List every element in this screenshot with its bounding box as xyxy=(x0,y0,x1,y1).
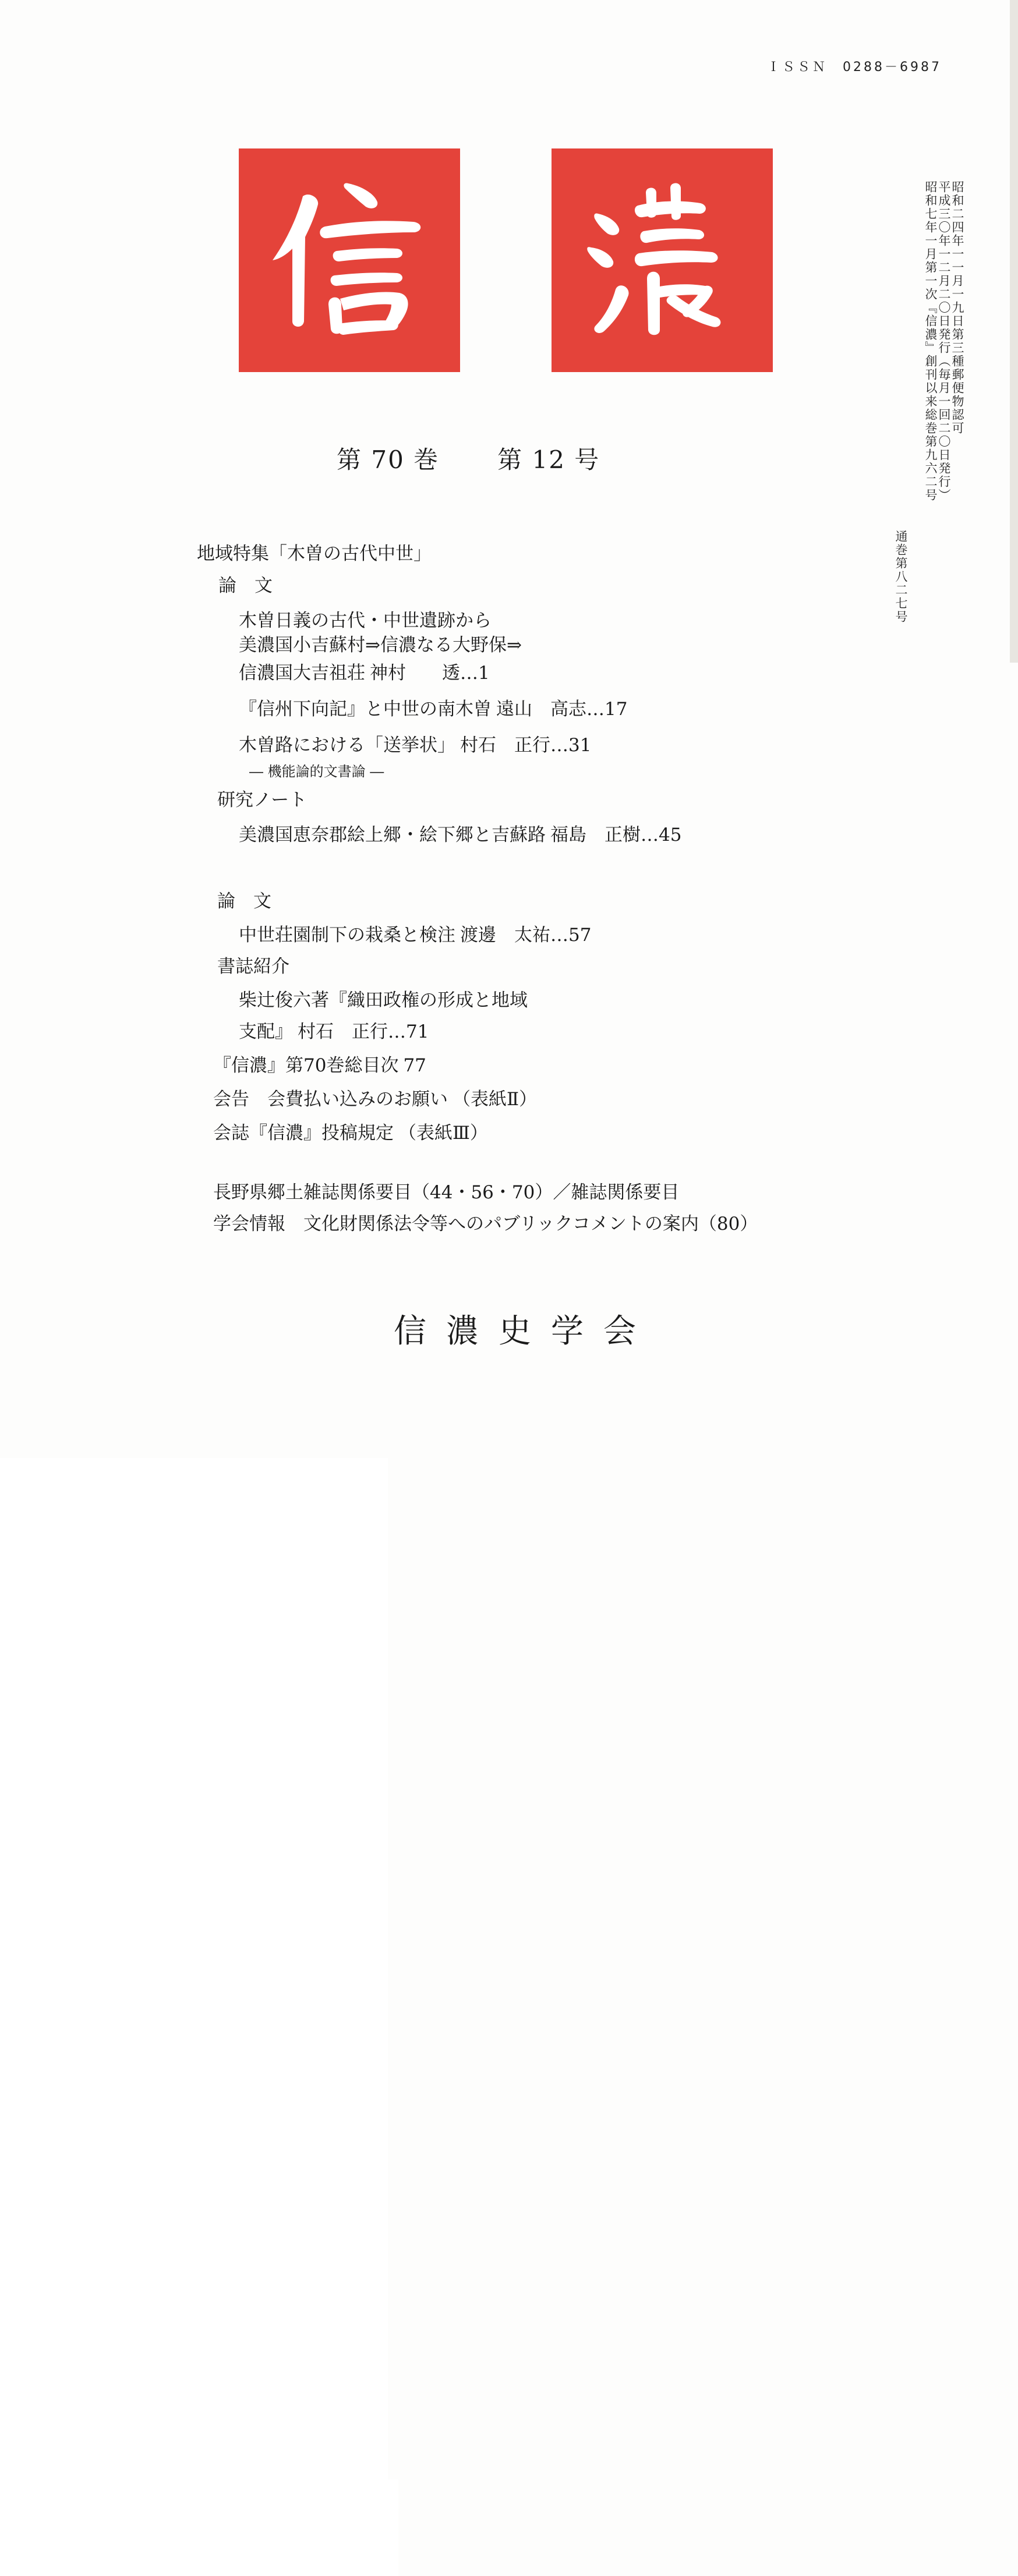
title-logo-shin xyxy=(239,148,460,372)
entry-author: 渡邊 太祐 xyxy=(460,925,550,946)
vertical-note-serial: 通巻第八二七号 xyxy=(894,530,908,624)
entry-title: 会誌『信濃』投稿規定 xyxy=(213,1123,394,1144)
section-heading-ronbun-2: 論 文 xyxy=(217,891,271,912)
volume-label: 第 70 巻 xyxy=(337,445,440,474)
misc-item-magazine-index: 長野県郷土雑誌関係要目（44・56・70）／雑誌関係要目 xyxy=(213,1182,680,1203)
entry-title: 木曽路における「送挙状」 xyxy=(239,735,455,756)
volume-number xyxy=(337,441,600,476)
entry-page: … 31 xyxy=(550,735,1018,2193)
article1-title-line1: 木曽日義の古代・中世遺跡から xyxy=(239,610,492,631)
entry-title: 『信濃』第70巻総目次 xyxy=(213,1055,399,1076)
vertical-note-issue-date: 平成三〇年一二月二〇日発行（毎月一回二〇日発行） xyxy=(937,181,951,502)
entry-title: 中世荘園制下の栽桑と検注 xyxy=(239,925,455,946)
article1-title-line2: 美濃国小吉蘇村⇒信濃なる大野保⇒ xyxy=(239,635,522,656)
entry-author: 村石 正行 xyxy=(298,1021,388,1042)
shin-glyph-icon xyxy=(262,173,437,348)
no-glyph-icon xyxy=(575,173,750,348)
entry-page: … 1 xyxy=(460,663,1018,2121)
section-heading-review: 書誌紹介 xyxy=(217,956,289,977)
issue-label: 第 12 号 xyxy=(497,445,600,474)
feature-title: 地域特集「木曽の古代中世」 xyxy=(197,543,432,564)
entry-title: 『信州下向記』と中世の南木曽 xyxy=(239,699,492,720)
vertical-note-founding: 昭和七年一月第一次『信濃』創刊以来総巻第九六二号 xyxy=(924,181,938,502)
entry-page: （表紙Ⅲ） xyxy=(398,1118,1018,2576)
title-logo-no xyxy=(552,148,773,372)
misc-item-society-info: 学会情報 文化財関係法令等へのパブリックコメントの案内（80） xyxy=(213,1213,758,1234)
publisher-name: 信濃史学会 xyxy=(394,1312,656,1350)
entry-page: （表紙Ⅱ） xyxy=(453,1084,1018,2542)
article3-subtitle: ― 機能論的文書論 ― xyxy=(249,763,384,780)
vertical-note-permit: 昭和二四年一一月一九日第三種郵便物認可 xyxy=(950,181,964,435)
postal-permit-notes xyxy=(895,181,963,705)
section-heading-note: 研究ノート xyxy=(217,790,307,811)
entry-page: 77 xyxy=(403,1055,1018,2513)
entry-author: 神村 透 xyxy=(370,663,460,684)
entry-author: 遠山 高志 xyxy=(496,699,586,720)
entry-page: … 17 xyxy=(586,699,1018,2157)
entry-title: 会告 会費払い込みのお願い xyxy=(213,1089,448,1110)
entry-title: 美濃国恵奈郡絵上郷・絵下郷と吉蘇路 xyxy=(239,825,546,845)
entry-author: 福島 正樹 xyxy=(550,825,641,845)
entry-page: … 45 xyxy=(641,825,1018,2283)
issn-number: ＩＳＳＮ 0288－6987 xyxy=(767,60,942,75)
section-heading-ronbun: 論 文 xyxy=(218,575,273,596)
entry-author: 村石 正行 xyxy=(460,735,550,756)
entry-title: 信濃国大吉祖荘 xyxy=(239,663,365,684)
entry-title: 支配』 xyxy=(239,1021,293,1042)
article6-title-line1: 柴辻俊六著『織田政権の形成と地域 xyxy=(239,990,528,1011)
entry-page: … 57 xyxy=(550,925,1018,2383)
entry-page: … 71 xyxy=(388,1021,1018,2479)
